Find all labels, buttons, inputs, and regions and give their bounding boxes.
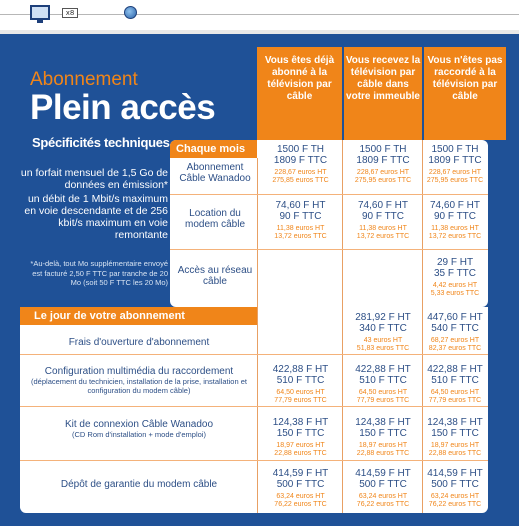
- price-cell: [344, 418, 422, 458]
- price-euro-ht: 228,67 euros HT: [428, 169, 482, 176]
- price-ht: 1500 F TH: [276, 144, 325, 155]
- row-label-multimedia-config: [22, 366, 256, 395]
- price-euro-ttc: 82,37 euros TTC: [428, 345, 482, 352]
- price-euro-ttc: 22,88 euros TTC: [428, 450, 482, 457]
- spec-bandwidth: un débit de 1 Mbit/s maximum en voie descendante et de 256 kbit/s maximum en voie remontante: [24, 193, 168, 241]
- price-euro-ttc: 275,95 euros TTC: [426, 177, 484, 184]
- price-ttc: 1809 F TTC: [428, 155, 482, 166]
- price-cell: [259, 469, 342, 509]
- price-cell: [259, 365, 342, 405]
- price-euro-ht: 68,27 euros HT: [430, 337, 480, 344]
- price-euro-ht: 63,24 euros HT: [358, 493, 408, 500]
- price-cell: [424, 365, 486, 405]
- column-header-not-connected: Vous n'êtes pas raccordé à la télévision par câble: [424, 47, 506, 140]
- price-ttc: 510 F TTC: [431, 375, 479, 386]
- header-strip: [0, 0, 519, 34]
- row-divider: [170, 194, 488, 195]
- price-cell: [424, 469, 486, 509]
- price-cell: [259, 418, 342, 458]
- modem-icon: x8: [62, 8, 78, 18]
- globe-icon: [124, 6, 137, 19]
- row-label-network-access: Accès au réseau câble: [177, 265, 253, 287]
- subscription-day-section-tag: Le jour de votre abonnement: [20, 307, 257, 325]
- price-cell: [424, 145, 486, 185]
- footnote: *Au-delà, tout Mo supplémentaire envoyé est facturé 2,50 F TTC par tranche de 20 Mo (soit 50 F TTC les 20 Mo): [30, 259, 168, 287]
- price-ht: 281,92 F HT: [355, 312, 411, 323]
- subscription-subtitle: Abonnement: [30, 69, 138, 90]
- price-euro-ht: 11,38 euros HT: [276, 225, 325, 232]
- price-euro-ttc: 22,88 euros TTC: [356, 450, 410, 457]
- row-label-cable-subscription: Abonnement Câble Wanadoo: [179, 162, 251, 184]
- price-cell: [344, 313, 422, 353]
- price-ht: 414,59 F HT: [427, 468, 483, 479]
- row-label-text: Kit de connexion Câble Wanadoo: [64, 419, 214, 430]
- price-euro-ht: 11,38 euros HT: [359, 225, 407, 232]
- price-euro-ttc: 22,88 euros TTC: [274, 450, 327, 457]
- price-ht: 74,60 F HT: [357, 200, 409, 211]
- computer-icon: [30, 5, 50, 20]
- price-ht: 1500 F TH: [359, 144, 407, 155]
- price-euro-ttc: 13,72 euros TTC: [428, 233, 482, 240]
- price-ttc: 340 F TTC: [359, 323, 407, 334]
- price-ttc: 150 F TTC: [431, 428, 479, 439]
- price-ht: 422,88 F HT: [427, 364, 483, 375]
- price-euro-ht: 18,97 euros HT: [358, 442, 408, 449]
- row-divider: [20, 460, 488, 461]
- row-label-text: Configuration multimédia du raccordement: [44, 366, 234, 377]
- price-ht: 414,59 F HT: [272, 468, 329, 479]
- header-shadow: [0, 30, 519, 34]
- price-euro-ht: 11,38 euros HT: [431, 225, 479, 232]
- row-label-connection-kit: [22, 419, 256, 439]
- price-euro-ttc: 13,72 euros TTC: [356, 233, 410, 240]
- price-cell: [424, 418, 486, 458]
- price-euro-ttc: 77,79 euros TTC: [356, 397, 410, 404]
- price-ttc: 540 F TTC: [431, 323, 479, 334]
- column-divider: [342, 140, 343, 513]
- row-divider: [20, 354, 488, 355]
- price-euro-ht: 64,50 euros HT: [430, 389, 480, 396]
- price-ttc: 90 F TTC: [361, 211, 405, 222]
- monthly-section-tag: Chaque mois: [170, 140, 257, 158]
- row-label-detail: (déplacement du technicien, installation de la prise, installation et configuration du modem câble): [31, 377, 247, 395]
- price-cell: [424, 313, 486, 353]
- spec-upload-quota: un forfait mensuel de 1,5 Go de données en émission*: [20, 167, 168, 191]
- offer-title: Plein accès: [30, 88, 216, 127]
- column-header-building-cabled: Vous recevez la télévision par câble dans votre immeuble: [344, 47, 422, 140]
- price-euro-ht: 63,24 euros HT: [430, 493, 480, 500]
- row-label-text: Dépôt de garantie du modem câble: [60, 479, 218, 490]
- price-ht: 422,88 F HT: [272, 364, 329, 375]
- price-cell: [259, 145, 342, 185]
- price-cell: [344, 201, 422, 241]
- row-label-opening-fees: [22, 337, 256, 348]
- price-ht: 74,60 F HT: [429, 200, 481, 211]
- price-ht: 1500 F TH: [431, 144, 479, 155]
- price-euro-ttc: 76,22 euros TTC: [274, 501, 327, 508]
- price-euro-ttc: 76,22 euros TTC: [356, 501, 410, 508]
- price-euro-ht: 43 euros HT: [363, 337, 403, 344]
- price-ht: 124,38 F HT: [427, 417, 483, 428]
- price-euro-ttc: 77,79 euros TTC: [428, 397, 482, 404]
- price-euro-ttc: 275,85 euros TTC: [272, 177, 329, 184]
- row-divider: [20, 406, 488, 407]
- price-cell: [424, 201, 486, 241]
- price-euro-ht: 228,67 euros HT: [274, 169, 327, 176]
- price-euro-ht: 4,42 euros HT: [432, 282, 478, 289]
- price-ttc: 1809 F TTC: [356, 155, 410, 166]
- price-ht: 447,60 F HT: [427, 312, 483, 323]
- price-ttc: 90 F TTC: [433, 211, 477, 222]
- price-euro-ttc: 5,33 euros TTC: [430, 290, 480, 297]
- price-euro-ht: 64,50 euros HT: [358, 389, 408, 396]
- price-euro-ttc: 77,79 euros TTC: [274, 397, 327, 404]
- price-ttc: 500 F TTC: [276, 479, 325, 490]
- price-euro-ttc: 51,83 euros TTC: [356, 345, 410, 352]
- price-ht: 74,60 F HT: [275, 200, 326, 211]
- row-label-modem-rental: Location du modem câble: [184, 208, 246, 230]
- price-ttc: 500 F TTC: [431, 479, 479, 490]
- price-ht: 29 F HT: [436, 257, 474, 268]
- column-header-already-subscribed: Vous êtes déjà abonné à la télévision par câble: [257, 47, 342, 140]
- row-label-detail: (CD Rom d'installation + mode d'emploi): [72, 430, 206, 439]
- price-euro-ht: 228,67 euros HT: [356, 169, 410, 176]
- price-ttc: 90 F TTC: [279, 211, 322, 222]
- price-cell: [344, 145, 422, 185]
- specs-heading: Spécificités techniques: [32, 135, 170, 150]
- price-ht: 414,59 F HT: [355, 468, 411, 479]
- row-label-modem-deposit: [22, 479, 256, 490]
- price-cell: [344, 469, 422, 509]
- price-ttc: 500 F TTC: [359, 479, 407, 490]
- price-ttc: 1809 F TTC: [273, 155, 328, 166]
- price-euro-ht: 63,24 euros HT: [276, 493, 325, 500]
- row-divider: [170, 249, 488, 250]
- price-ttc: 150 F TTC: [276, 428, 325, 439]
- price-euro-ttc: 275,95 euros TTC: [354, 177, 412, 184]
- column-divider: [422, 140, 423, 513]
- row-label-text: Frais d'ouverture d'abonnement: [68, 337, 210, 348]
- price-euro-ht: 18,97 euros HT: [430, 442, 480, 449]
- price-cell: [424, 258, 486, 298]
- price-euro-ht: 18,97 euros HT: [276, 442, 325, 449]
- price-ht: 124,38 F HT: [272, 417, 329, 428]
- price-ht: 422,88 F HT: [355, 364, 411, 375]
- price-euro-ht: 64,50 euros HT: [276, 389, 325, 396]
- price-ht: 124,38 F HT: [355, 417, 411, 428]
- price-cell: [259, 201, 342, 241]
- price-ttc: 510 F TTC: [276, 375, 325, 386]
- price-euro-ttc: 76,22 euros TTC: [428, 501, 482, 508]
- price-euro-ttc: 13,72 euros TTC: [274, 233, 327, 240]
- price-ttc: 35 F TTC: [433, 268, 477, 279]
- price-cell: [344, 365, 422, 405]
- price-ttc: 150 F TTC: [359, 428, 407, 439]
- price-ttc: 510 F TTC: [359, 375, 407, 386]
